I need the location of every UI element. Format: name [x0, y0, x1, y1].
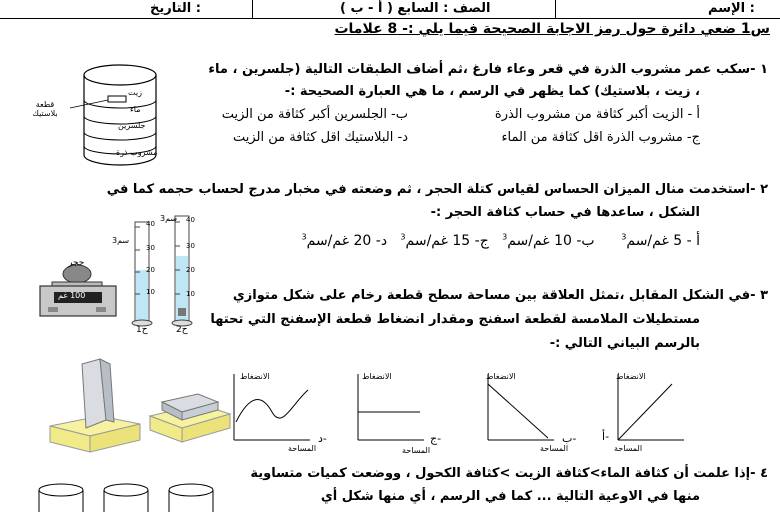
scale-reading: 100 غم	[58, 291, 86, 300]
item3-line1: ٣ -في الشكل المقابل ،تمثل العلاقة بين مساحة سطح قطعة رخام على شكل متوازي	[232, 288, 768, 303]
cylinder-1-unit: سم3	[112, 236, 130, 245]
cylinder-1-tick-30: 30	[146, 244, 155, 252]
item3-line3: بالرسم البياني التالي :-	[549, 336, 700, 351]
marble-sponge-figure	[30, 356, 230, 456]
graph-b-label[interactable]: ب-	[562, 432, 577, 445]
graph-c-ylabel: الانضغاط	[362, 372, 392, 381]
containers-figure	[36, 482, 236, 512]
item1-line2: ، زيت ، بلاستيك) كما يظهر في الرسم ، ما هي العبارة الصحيحة :-	[284, 84, 700, 99]
stone-label: حجر	[68, 258, 85, 268]
cylinder-1-tick-20: 20	[146, 266, 155, 274]
fig-oil-label: زيت	[128, 88, 142, 97]
item2-opt-c[interactable]: ج- 15 غم/سم$^3$	[400, 232, 489, 249]
graph-b-xlabel: المساحة	[540, 444, 569, 453]
item2-line1: ٢ -استخدمت منال الميزان الحساس لقياس كتلة الحجر ، ثم وضعته في مخبار مدرج لحساب حجمه كما في	[106, 182, 768, 197]
cylinder-2-label: ح2	[176, 325, 188, 335]
graph-d	[226, 374, 316, 444]
fig-glycerin-label: جلسرين	[118, 121, 146, 130]
fig-water-label: ماء	[130, 105, 141, 114]
item1-opt-a[interactable]: أ - الزيت أكبر كثافة من مشروب الذرة	[494, 107, 700, 122]
item4-line1: ٤ -إذا علمت أن كثافة الماء>كثافة الزيت >كثافة الكحول ، ووضعت كميات متساوية	[250, 466, 768, 481]
fig-plastic-label: قطعة بلاستيك	[32, 100, 58, 118]
graph-a-ylabel: الانضغاط	[616, 372, 646, 381]
cylinder-2-tick-10: 10	[186, 290, 195, 298]
class-label: الصف : السابع ( أ - ب )	[340, 1, 491, 16]
question-title: س1 ضعي دائرة حول رمز الاجابة الصحيحة فيما يلي :- 8 علامات	[334, 21, 770, 37]
cylinder-2-tick-20: 20	[186, 266, 195, 274]
cylinder-1	[128, 222, 158, 328]
item2-opt-b[interactable]: ب- 10 غم/سم$^3$	[502, 232, 595, 249]
name-label: الإسم :	[708, 1, 755, 16]
graph-a-xlabel: المساحة	[614, 444, 643, 453]
item2-options	[302, 232, 700, 249]
graph-a-label[interactable]: أ-	[602, 430, 610, 443]
date-label: التاريخ :	[150, 1, 201, 16]
item1-opt-c[interactable]: ج- مشروب الذرة اقل كثافة من الماء	[501, 130, 700, 145]
item3-line2: مستطيلات الملامسة لقطعة اسفنج ومقدار انضغاط قطعة الإسفنج التي تحتها	[210, 312, 700, 327]
graph-c-xlabel: المساحة	[402, 446, 431, 455]
graph-b	[480, 374, 556, 444]
item2-line2: الشكل ، ساعدها في حساب كثافة الحجر :-	[430, 205, 700, 220]
graph-d-ylabel: الانضغاط	[240, 372, 270, 381]
graph-c-label[interactable]: ج-	[430, 432, 442, 445]
graph-a	[610, 374, 686, 444]
graph-d-xlabel: المساحة	[288, 444, 317, 453]
item1-opt-d[interactable]: د- البلاستيك اقل كثافة من الزيت	[232, 130, 408, 145]
cylinder-1-tick-40: 40	[146, 220, 155, 228]
item1-line1: ١ -سكب عمر مشروب الذرة في قعر وعاء فارغ ،ثم أضاف الطبقات التالية (جلسرين ، ماء	[208, 62, 768, 77]
item2-opt-a[interactable]: أ - 5 غم/سم$^3$	[621, 232, 700, 249]
fig-corn-label: مشروب ذرة	[116, 148, 158, 157]
item2-opt-d[interactable]: د- 20 غم/سم$^3$	[301, 232, 388, 249]
cylinder-1-tick-10: 10	[146, 288, 155, 296]
cylinder-1-label: ح1	[136, 325, 148, 335]
item4-line2: منها في الاوعية التالية ... كما في الرسم ، أي منها شكل أي	[320, 489, 700, 504]
cylinder-2-tick-30: 30	[186, 242, 195, 250]
graph-b-ylabel: الانضغاط	[486, 372, 516, 381]
item1-opt-b[interactable]: ب- الجلسرين أكبر كثافة من الزيت	[221, 107, 408, 122]
graph-c	[350, 374, 426, 444]
cylinder-2-tick-40: 40	[186, 216, 195, 224]
cylinder-2-unit: سم3	[160, 214, 178, 223]
graph-d-label[interactable]: د-	[318, 432, 327, 445]
header-bar	[0, 0, 780, 19]
